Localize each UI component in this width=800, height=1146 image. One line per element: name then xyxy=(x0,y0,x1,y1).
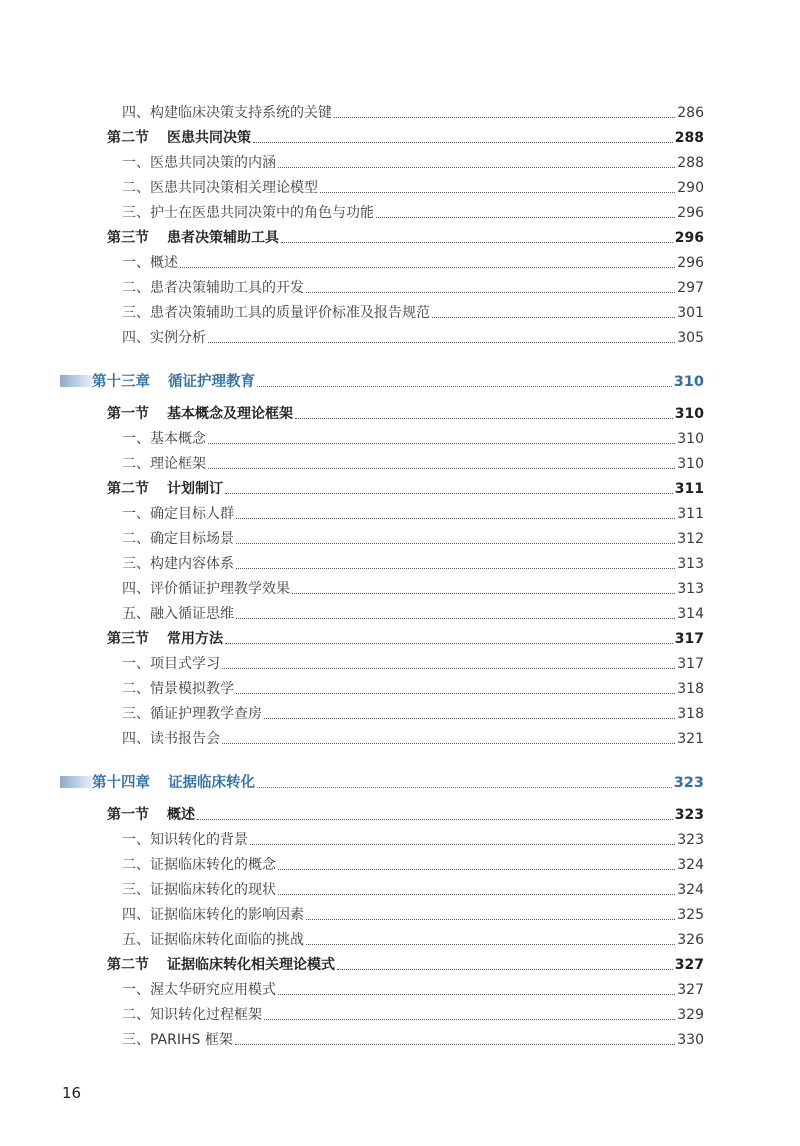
toc-entry-item[interactable] xyxy=(122,651,704,673)
toc-entry-title xyxy=(107,405,293,423)
toc-entry-page: 318 xyxy=(677,706,704,722)
toc-entry-item[interactable] xyxy=(122,576,704,598)
toc-entry-label: 四、读书报告会 xyxy=(122,731,220,747)
toc-entry-item[interactable] xyxy=(122,551,704,573)
toc-entry-label: 第十四章 xyxy=(92,775,150,791)
dot-leader xyxy=(250,844,675,845)
toc-entry-heading: 患者决策辅助工具 xyxy=(167,230,279,246)
dot-leader xyxy=(235,1044,675,1045)
dot-leader xyxy=(222,743,675,744)
toc-entry-label: 三、构建内容体系 xyxy=(122,556,234,572)
dot-leader xyxy=(295,418,673,419)
dot-leader xyxy=(236,568,675,569)
toc-entry-page: 310 xyxy=(674,406,704,422)
toc-entry-page: 286 xyxy=(677,105,704,121)
toc-entry-label: 五、证据临床转化面临的挑战 xyxy=(122,932,304,948)
toc-entry-page: 323 xyxy=(674,807,704,823)
toc-entry-label: 第二节 xyxy=(107,481,149,497)
toc-entry-heading: 循证护理教育 xyxy=(168,374,255,390)
toc-entry-label: 三、证据临床转化的现状 xyxy=(122,882,276,898)
toc-entry-title xyxy=(122,329,206,347)
dot-leader xyxy=(306,292,675,293)
toc-entry-item[interactable] xyxy=(122,977,704,999)
dot-leader xyxy=(222,668,675,669)
toc-entry-title xyxy=(92,774,255,792)
toc-entry-item[interactable] xyxy=(122,902,704,924)
toc-entry-title xyxy=(122,705,262,723)
toc-entry-label: 一、渥太华研究应用模式 xyxy=(122,982,276,998)
toc-entry-page: 318 xyxy=(677,681,704,697)
dot-leader xyxy=(278,894,675,895)
toc-entry-title xyxy=(122,279,304,297)
dot-leader xyxy=(337,969,673,970)
dot-leader xyxy=(278,167,675,168)
toc-entry-heading: 证据临床转化相关理论模式 xyxy=(167,957,335,973)
toc-entry-title xyxy=(107,630,223,648)
toc-entry-label: 三、循证护理教学查房 xyxy=(122,706,262,722)
toc-entry-section[interactable] xyxy=(107,626,704,648)
toc-entry-title xyxy=(122,906,304,924)
toc-entry-page: 310 xyxy=(677,431,704,447)
toc-entry-item[interactable] xyxy=(122,325,704,347)
dot-leader xyxy=(236,618,675,619)
toc-entry-label: 四、评价循证护理教学效果 xyxy=(122,581,290,597)
toc-entry-title xyxy=(122,505,234,523)
toc-entry-title xyxy=(122,856,276,874)
toc-entry-heading: 证据临床转化 xyxy=(168,775,255,791)
toc-entry-item[interactable] xyxy=(122,877,704,899)
toc-entry-item[interactable] xyxy=(122,852,704,874)
toc-entry-page: 313 xyxy=(677,581,704,597)
toc-entry-label: 四、构建临床决策支持系统的关键 xyxy=(122,105,332,121)
toc-entry-section[interactable] xyxy=(107,952,704,974)
dot-leader xyxy=(208,468,675,469)
dot-leader xyxy=(306,919,675,920)
toc-entry-title xyxy=(122,655,220,673)
toc-entry-label: 五、融入循证思维 xyxy=(122,606,234,622)
toc-entry-item[interactable] xyxy=(122,100,704,122)
toc-entry-title xyxy=(122,179,318,197)
toc-entry-section[interactable] xyxy=(107,401,704,423)
toc-entry-label: 一、概述 xyxy=(122,255,178,271)
toc-entry-item[interactable] xyxy=(122,927,704,949)
toc-entry-label: 第二节 xyxy=(107,957,149,973)
toc-entry-item[interactable] xyxy=(122,150,704,172)
dot-leader xyxy=(236,543,675,544)
toc-entry-title xyxy=(107,956,335,974)
toc-entry-item[interactable] xyxy=(122,250,704,272)
dot-leader xyxy=(253,142,673,143)
toc-entry-item[interactable] xyxy=(122,526,704,548)
toc-entry-label: 三、患者决策辅助工具的质量评价标准及报告规范 xyxy=(122,305,430,321)
toc-entry-page: 327 xyxy=(674,957,704,973)
toc-entry-label: 三、PARIHS 框架 xyxy=(122,1032,233,1048)
toc-entry-item[interactable] xyxy=(122,200,704,222)
toc-entry-heading: 计划制订 xyxy=(167,481,223,497)
toc-entry-title xyxy=(122,154,276,172)
toc-entry-page: 324 xyxy=(677,857,704,873)
toc-entry-title xyxy=(122,981,276,999)
toc-entry-page: 310 xyxy=(677,456,704,472)
toc-entry-heading: 医患共同决策 xyxy=(167,130,251,146)
toc-entry-item[interactable] xyxy=(122,1027,704,1049)
dot-leader xyxy=(278,869,675,870)
toc-entry-item[interactable] xyxy=(122,1002,704,1024)
dot-leader xyxy=(334,117,675,118)
toc-entry-label: 第一节 xyxy=(107,406,149,422)
dot-leader xyxy=(225,493,673,494)
toc-entry-page: 288 xyxy=(677,155,704,171)
toc-entry-title xyxy=(122,104,332,122)
chapter-marker xyxy=(60,776,92,788)
toc-entry-label: 四、证据临床转化的影响因素 xyxy=(122,907,304,923)
toc-entry-page: 317 xyxy=(677,656,704,672)
toc-entry-label: 二、情景模拟教学 xyxy=(122,681,234,697)
toc-entry-title xyxy=(122,555,234,573)
toc-entry-item[interactable] xyxy=(122,275,704,297)
toc-entry-title xyxy=(122,254,178,272)
toc-entry-page: 296 xyxy=(674,230,704,246)
dot-leader xyxy=(432,317,675,318)
toc-entry-chapter[interactable] xyxy=(92,770,704,792)
toc-entry-label: 二、知识转化过程框架 xyxy=(122,1007,262,1023)
toc-entry-label: 第十三章 xyxy=(92,374,150,390)
dot-leader xyxy=(292,593,675,594)
toc-entry-section[interactable] xyxy=(107,476,704,498)
toc-entry-label: 四、实例分析 xyxy=(122,330,206,346)
toc-entry-page: 321 xyxy=(677,731,704,747)
toc-entry-title xyxy=(122,1006,262,1024)
toc-entry-label: 一、确定目标人群 xyxy=(122,506,234,522)
toc-entry-page: 325 xyxy=(677,907,704,923)
toc-entry-title xyxy=(92,373,255,391)
toc-entry-title xyxy=(122,881,276,899)
toc-entry-label: 二、证据临床转化的概念 xyxy=(122,857,276,873)
toc-entry-label: 第三节 xyxy=(107,230,149,246)
toc-entry-item[interactable] xyxy=(122,451,704,473)
dot-leader xyxy=(376,217,675,218)
toc-entry-page: 329 xyxy=(677,1007,704,1023)
dot-leader xyxy=(306,944,675,945)
toc-entry-label: 二、理论框架 xyxy=(122,456,206,472)
toc-entry-label: 三、护士在医患共同决策中的角色与功能 xyxy=(122,205,374,221)
toc-entry-page: 305 xyxy=(677,330,704,346)
dot-leader xyxy=(208,342,675,343)
toc-entry-title xyxy=(122,730,220,748)
toc-entry-item[interactable] xyxy=(122,601,704,623)
toc-entry-heading: 概述 xyxy=(167,807,195,823)
toc-entry-title xyxy=(122,831,248,849)
toc-entry-item[interactable] xyxy=(122,726,704,748)
toc-entry-item[interactable] xyxy=(122,501,704,523)
toc-entry-title xyxy=(122,931,304,949)
toc-entry-page: 310 xyxy=(673,374,704,390)
toc-entry-page: 317 xyxy=(674,631,704,647)
toc-entry-title xyxy=(122,204,374,222)
toc-entry-page: 323 xyxy=(677,832,704,848)
toc-entry-page: 314 xyxy=(677,606,704,622)
toc-entry-title xyxy=(122,530,234,548)
toc-entry-page: 296 xyxy=(677,205,704,221)
toc-entry-title xyxy=(122,1031,233,1049)
toc-entry-heading: 基本概念及理论框架 xyxy=(167,406,293,422)
toc-entry-title xyxy=(122,605,234,623)
toc-entry-label: 二、确定目标场景 xyxy=(122,531,234,547)
toc-entry-title xyxy=(122,680,234,698)
dot-leader xyxy=(257,386,672,387)
dot-leader xyxy=(236,693,675,694)
dot-leader xyxy=(264,718,675,719)
toc-entry-page: 312 xyxy=(677,531,704,547)
dot-leader xyxy=(236,518,675,519)
dot-leader xyxy=(197,819,673,820)
toc-entry-label: 二、患者决策辅助工具的开发 xyxy=(122,280,304,296)
toc-entry-item[interactable] xyxy=(122,676,704,698)
toc-entry-item[interactable] xyxy=(122,701,704,723)
toc-entry-chapter[interactable] xyxy=(92,369,704,391)
toc-entry-page: 323 xyxy=(673,775,704,791)
toc-entry-label: 第三节 xyxy=(107,631,149,647)
toc-entry-title xyxy=(122,304,430,322)
page-number: 16 xyxy=(62,1084,82,1102)
toc-entry-label: 二、医患共同决策相关理论模型 xyxy=(122,180,318,196)
toc-entry-page: 327 xyxy=(677,982,704,998)
toc-entry-title xyxy=(122,430,206,448)
toc-entry-title xyxy=(107,129,251,147)
dot-leader xyxy=(257,787,672,788)
toc-entry-label: 一、知识转化的背景 xyxy=(122,832,248,848)
toc-entry-title xyxy=(107,480,223,498)
toc-entry-page: 330 xyxy=(677,1032,704,1048)
toc-entry-page: 313 xyxy=(677,556,704,572)
toc-entry-page: 311 xyxy=(677,506,704,522)
toc-entry-label: 一、医患共同决策的内涵 xyxy=(122,155,276,171)
toc-entry-label: 一、基本概念 xyxy=(122,431,206,447)
dot-leader xyxy=(320,192,675,193)
toc-entry-title xyxy=(107,229,279,247)
toc-entry-label: 第二节 xyxy=(107,130,149,146)
toc-entry-item[interactable] xyxy=(122,827,704,849)
toc-entry-title xyxy=(107,806,195,824)
toc-entry-page: 290 xyxy=(677,180,704,196)
toc-entry-page: 296 xyxy=(677,255,704,271)
toc-entry-section[interactable] xyxy=(107,125,704,147)
toc-entry-page: 301 xyxy=(677,305,704,321)
toc-entry-title xyxy=(122,580,290,598)
toc-entry-item[interactable] xyxy=(122,426,704,448)
toc-entry-section[interactable] xyxy=(107,802,704,824)
chapter-marker xyxy=(60,375,92,387)
toc-entry-page: 297 xyxy=(677,280,704,296)
toc-entry-page: 324 xyxy=(677,882,704,898)
dot-leader xyxy=(264,1019,675,1020)
toc-entry-label: 第一节 xyxy=(107,807,149,823)
toc-entry-title xyxy=(122,455,206,473)
toc-entry-page: 311 xyxy=(674,481,704,497)
dot-leader xyxy=(278,994,675,995)
toc-entry-item[interactable] xyxy=(122,300,704,322)
dot-leader xyxy=(225,643,673,644)
toc-entry-section[interactable] xyxy=(107,225,704,247)
toc-entry-label: 一、项目式学习 xyxy=(122,656,220,672)
dot-leader xyxy=(208,443,675,444)
toc-entry-page: 288 xyxy=(674,130,704,146)
dot-leader xyxy=(281,242,673,243)
toc-entry-heading: 常用方法 xyxy=(167,631,223,647)
dot-leader xyxy=(180,267,675,268)
toc-entry-item[interactable] xyxy=(122,175,704,197)
toc-entry-page: 326 xyxy=(677,932,704,948)
